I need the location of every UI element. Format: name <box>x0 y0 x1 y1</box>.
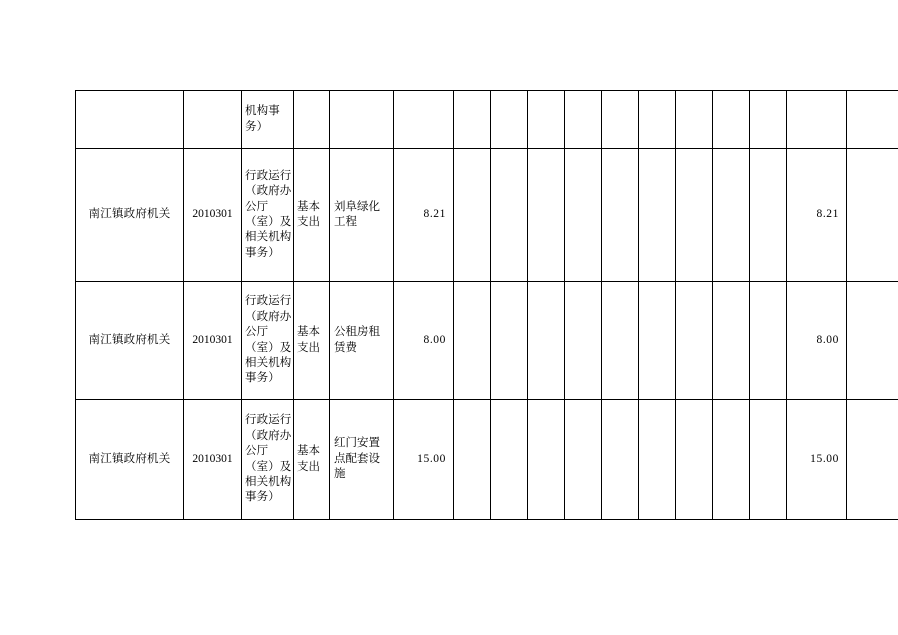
cell-project <box>330 91 394 149</box>
budget-table-wrapper <box>75 90 865 520</box>
cell-code: 2010301 <box>184 400 242 520</box>
cell-amount <box>394 91 454 149</box>
cell-col3 <box>528 91 565 149</box>
cell-amount2 <box>787 91 847 149</box>
cell-economic <box>294 91 330 149</box>
cell-col1 <box>454 91 491 149</box>
cell-col4 <box>565 282 602 400</box>
cell-col4 <box>565 400 602 520</box>
cell-unit: 南江镇政府机关 <box>76 400 184 520</box>
cell-col3 <box>528 400 565 520</box>
cell-col5 <box>602 282 639 400</box>
cell-function: 机构事务） <box>242 91 294 149</box>
cell-col2 <box>491 91 528 149</box>
cell-economic: 基本支出 <box>294 400 330 520</box>
cell-col7 <box>676 149 713 282</box>
cell-col6 <box>639 282 676 400</box>
cell-col7 <box>676 400 713 520</box>
cell-unit: 南江镇政府机关 <box>76 149 184 282</box>
cell-amount: 8.00 <box>394 282 454 400</box>
cell-col9 <box>750 91 787 149</box>
cell-col1 <box>454 400 491 520</box>
cell-col2 <box>491 149 528 282</box>
cell-amount: 15.00 <box>394 400 454 520</box>
cell-project: 红门安置点配套设施 <box>330 400 394 520</box>
cell-col10 <box>847 149 898 282</box>
cell-function: 行政运行（政府办公厅（室）及相关机构事务） <box>242 282 294 400</box>
cell-col5 <box>602 149 639 282</box>
cell-col5 <box>602 400 639 520</box>
cell-col10 <box>847 400 898 520</box>
cell-col6 <box>639 400 676 520</box>
cell-amount2: 8.00 <box>787 282 847 400</box>
cell-function: 行政运行（政府办公厅（室）及相关机构事务） <box>242 400 294 520</box>
cell-col9 <box>750 400 787 520</box>
cell-col3 <box>528 149 565 282</box>
cell-col8 <box>713 91 750 149</box>
cell-col8 <box>713 400 750 520</box>
cell-function: 行政运行（政府办公厅（室）及相关机构事务） <box>242 149 294 282</box>
cell-economic: 基本支出 <box>294 149 330 282</box>
table-row <box>76 91 898 149</box>
cell-code <box>184 91 242 149</box>
cell-col6 <box>639 149 676 282</box>
cell-amount2: 15.00 <box>787 400 847 520</box>
cell-unit <box>76 91 184 149</box>
cell-col7 <box>676 282 713 400</box>
table-row <box>76 149 898 282</box>
cell-code: 2010301 <box>184 149 242 282</box>
table-row <box>76 282 898 400</box>
cell-col3 <box>528 282 565 400</box>
cell-col2 <box>491 282 528 400</box>
cell-amount: 8.21 <box>394 149 454 282</box>
cell-col1 <box>454 282 491 400</box>
cell-col5 <box>602 91 639 149</box>
cell-unit: 南江镇政府机关 <box>76 282 184 400</box>
cell-col8 <box>713 282 750 400</box>
cell-project: 刘阜绿化工程 <box>330 149 394 282</box>
cell-col2 <box>491 400 528 520</box>
cell-col4 <box>565 91 602 149</box>
cell-col7 <box>676 91 713 149</box>
cell-code: 2010301 <box>184 282 242 400</box>
cell-project: 公租房租赁费 <box>330 282 394 400</box>
cell-col10 <box>847 91 898 149</box>
cell-economic: 基本支出 <box>294 282 330 400</box>
budget-table <box>75 90 898 520</box>
cell-col4 <box>565 149 602 282</box>
cell-col10 <box>847 282 898 400</box>
cell-col8 <box>713 149 750 282</box>
cell-col1 <box>454 149 491 282</box>
cell-col9 <box>750 149 787 282</box>
table-row <box>76 400 898 520</box>
cell-amount2: 8.21 <box>787 149 847 282</box>
cell-col9 <box>750 282 787 400</box>
cell-col6 <box>639 91 676 149</box>
